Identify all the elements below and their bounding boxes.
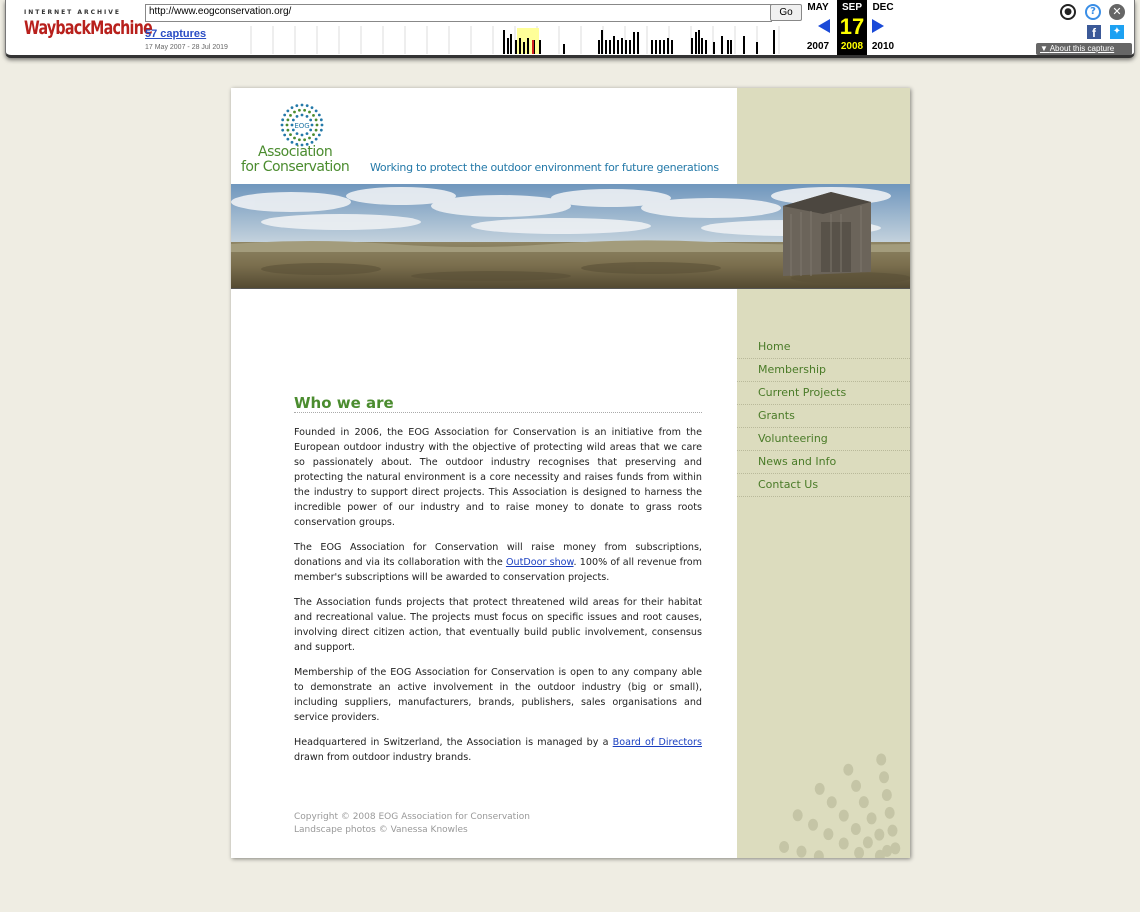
nav-item-current-projects[interactable]: Current Projects — [737, 383, 910, 405]
capture-sparkline[interactable] — [243, 26, 798, 54]
paragraph-2 — [294, 540, 702, 585]
paragraph-5-text-b: drawn from outdoor industry brands. — [294, 752, 472, 763]
logo-line2: for Conservation — [241, 159, 350, 175]
prev-year[interactable]: 2007 — [806, 41, 830, 52]
next-month[interactable]: DEC — [872, 2, 894, 13]
paragraph-2-text-a: The EOG Association for Conservation will raise money from subscriptions, donations and via its collaboration with the — [294, 542, 702, 568]
prev-capture-arrow-icon[interactable] — [818, 19, 830, 33]
wayback-toolbar — [5, 0, 1135, 58]
nav-item-membership[interactable]: Membership — [737, 360, 910, 382]
logo-small-text: INTERNET ARCHIVE — [24, 9, 122, 16]
paragraph-1: Founded in 2006, the EOG Association for Conservation is an initiative from the European outdoor industry with the objective of protecting wild areas that we care so passionately about. The outdoor industry recognises that preserving and protecting the natural environment is a core necessity and raises funds from within the industry to support direct projects. This Association is designed to harness the incredible power of our industry and to raise money to donate to grass roots conservation groups. — [294, 427, 702, 528]
cur-day: 17 — [839, 14, 865, 39]
site-logo[interactable] — [241, 102, 366, 182]
paragraph-5 — [294, 735, 702, 765]
facebook-icon[interactable]: f — [1087, 25, 1101, 39]
about-capture-label: About this capture — [1049, 44, 1115, 53]
capture-range: 17 May 2007 - 28 Jul 2019 — [145, 44, 228, 51]
main-content — [294, 394, 702, 775]
prev-month[interactable]: MAY — [807, 2, 829, 13]
next-capture-arrow-icon[interactable] — [872, 19, 884, 33]
site-tagline: Working to protect the outdoor environment for future generations — [370, 161, 719, 174]
nav-item-news-and-info[interactable]: News and Info — [737, 452, 910, 474]
cur-year: 2008 — [840, 41, 864, 52]
paragraph-3: The Association funds projects that protect threatened wild areas for their habitat and recreational value. The projects must focus on specific issues and root causes, involving direct citizen action, that eventually build public involvement, consensus and support. — [294, 597, 702, 653]
cur-month: SEP — [841, 2, 862, 13]
board-of-directors-link[interactable]: Board of Directors — [612, 737, 702, 748]
nav-item-home[interactable]: Home — [737, 337, 910, 359]
captures-link[interactable]: 57 captures — [145, 28, 207, 40]
nav-item-volunteering[interactable]: Volunteering — [737, 429, 910, 451]
close-icon[interactable]: ✕ — [1109, 4, 1125, 20]
go-button[interactable]: Go — [770, 4, 802, 21]
copyright-text: Copyright © 2008 EOG Association for Conservation — [294, 812, 530, 822]
about-capture-button[interactable]: ▼ About this capture — [1036, 43, 1132, 55]
landscape-banner — [231, 184, 910, 289]
page-heading: Who we are — [294, 394, 702, 413]
photo-credit-text: Landscape photos © Vanessa Knowles — [294, 825, 468, 835]
wayback-logo[interactable] — [24, 9, 153, 45]
help-icon[interactable]: ? — [1085, 4, 1101, 20]
main-nav — [737, 337, 910, 498]
logo-big-text: WaybackMachine — [24, 17, 153, 39]
logo-badge: EOG — [294, 122, 310, 130]
nav-item-contact-us[interactable]: Contact Us — [737, 475, 910, 497]
url-input[interactable]: http://www.eogconservation.org/ — [145, 4, 772, 22]
paragraph-5-text-a: Headquartered in Switzerland, the Association is managed by a — [294, 737, 613, 748]
user-icon[interactable]: ● — [1060, 4, 1076, 20]
outdoor-show-link[interactable]: OutDoor show — [505, 557, 574, 568]
logo-dots-icon — [279, 102, 325, 148]
current-capture — [837, 0, 867, 55]
decorative-dots-swirl — [771, 686, 910, 858]
paragraph-4: Membership of the EOG Association for Conservation is open to any company able to demonstrate an active involvement in the outdoor industry (big or small), including suppliers, manufacturers, brands, publishers, sales organisations and service providers. — [294, 667, 702, 723]
site-footer — [294, 811, 530, 837]
site-page — [231, 88, 910, 858]
logo-line1: Association — [258, 144, 333, 160]
twitter-icon[interactable]: ✦ — [1110, 25, 1124, 39]
next-year[interactable]: 2010 — [871, 41, 895, 52]
nav-item-grants[interactable]: Grants — [737, 406, 910, 428]
paragraph-2-text-b: . 100% of all revenue from member's subscriptions will be awarded to conservation projects. — [294, 557, 702, 583]
